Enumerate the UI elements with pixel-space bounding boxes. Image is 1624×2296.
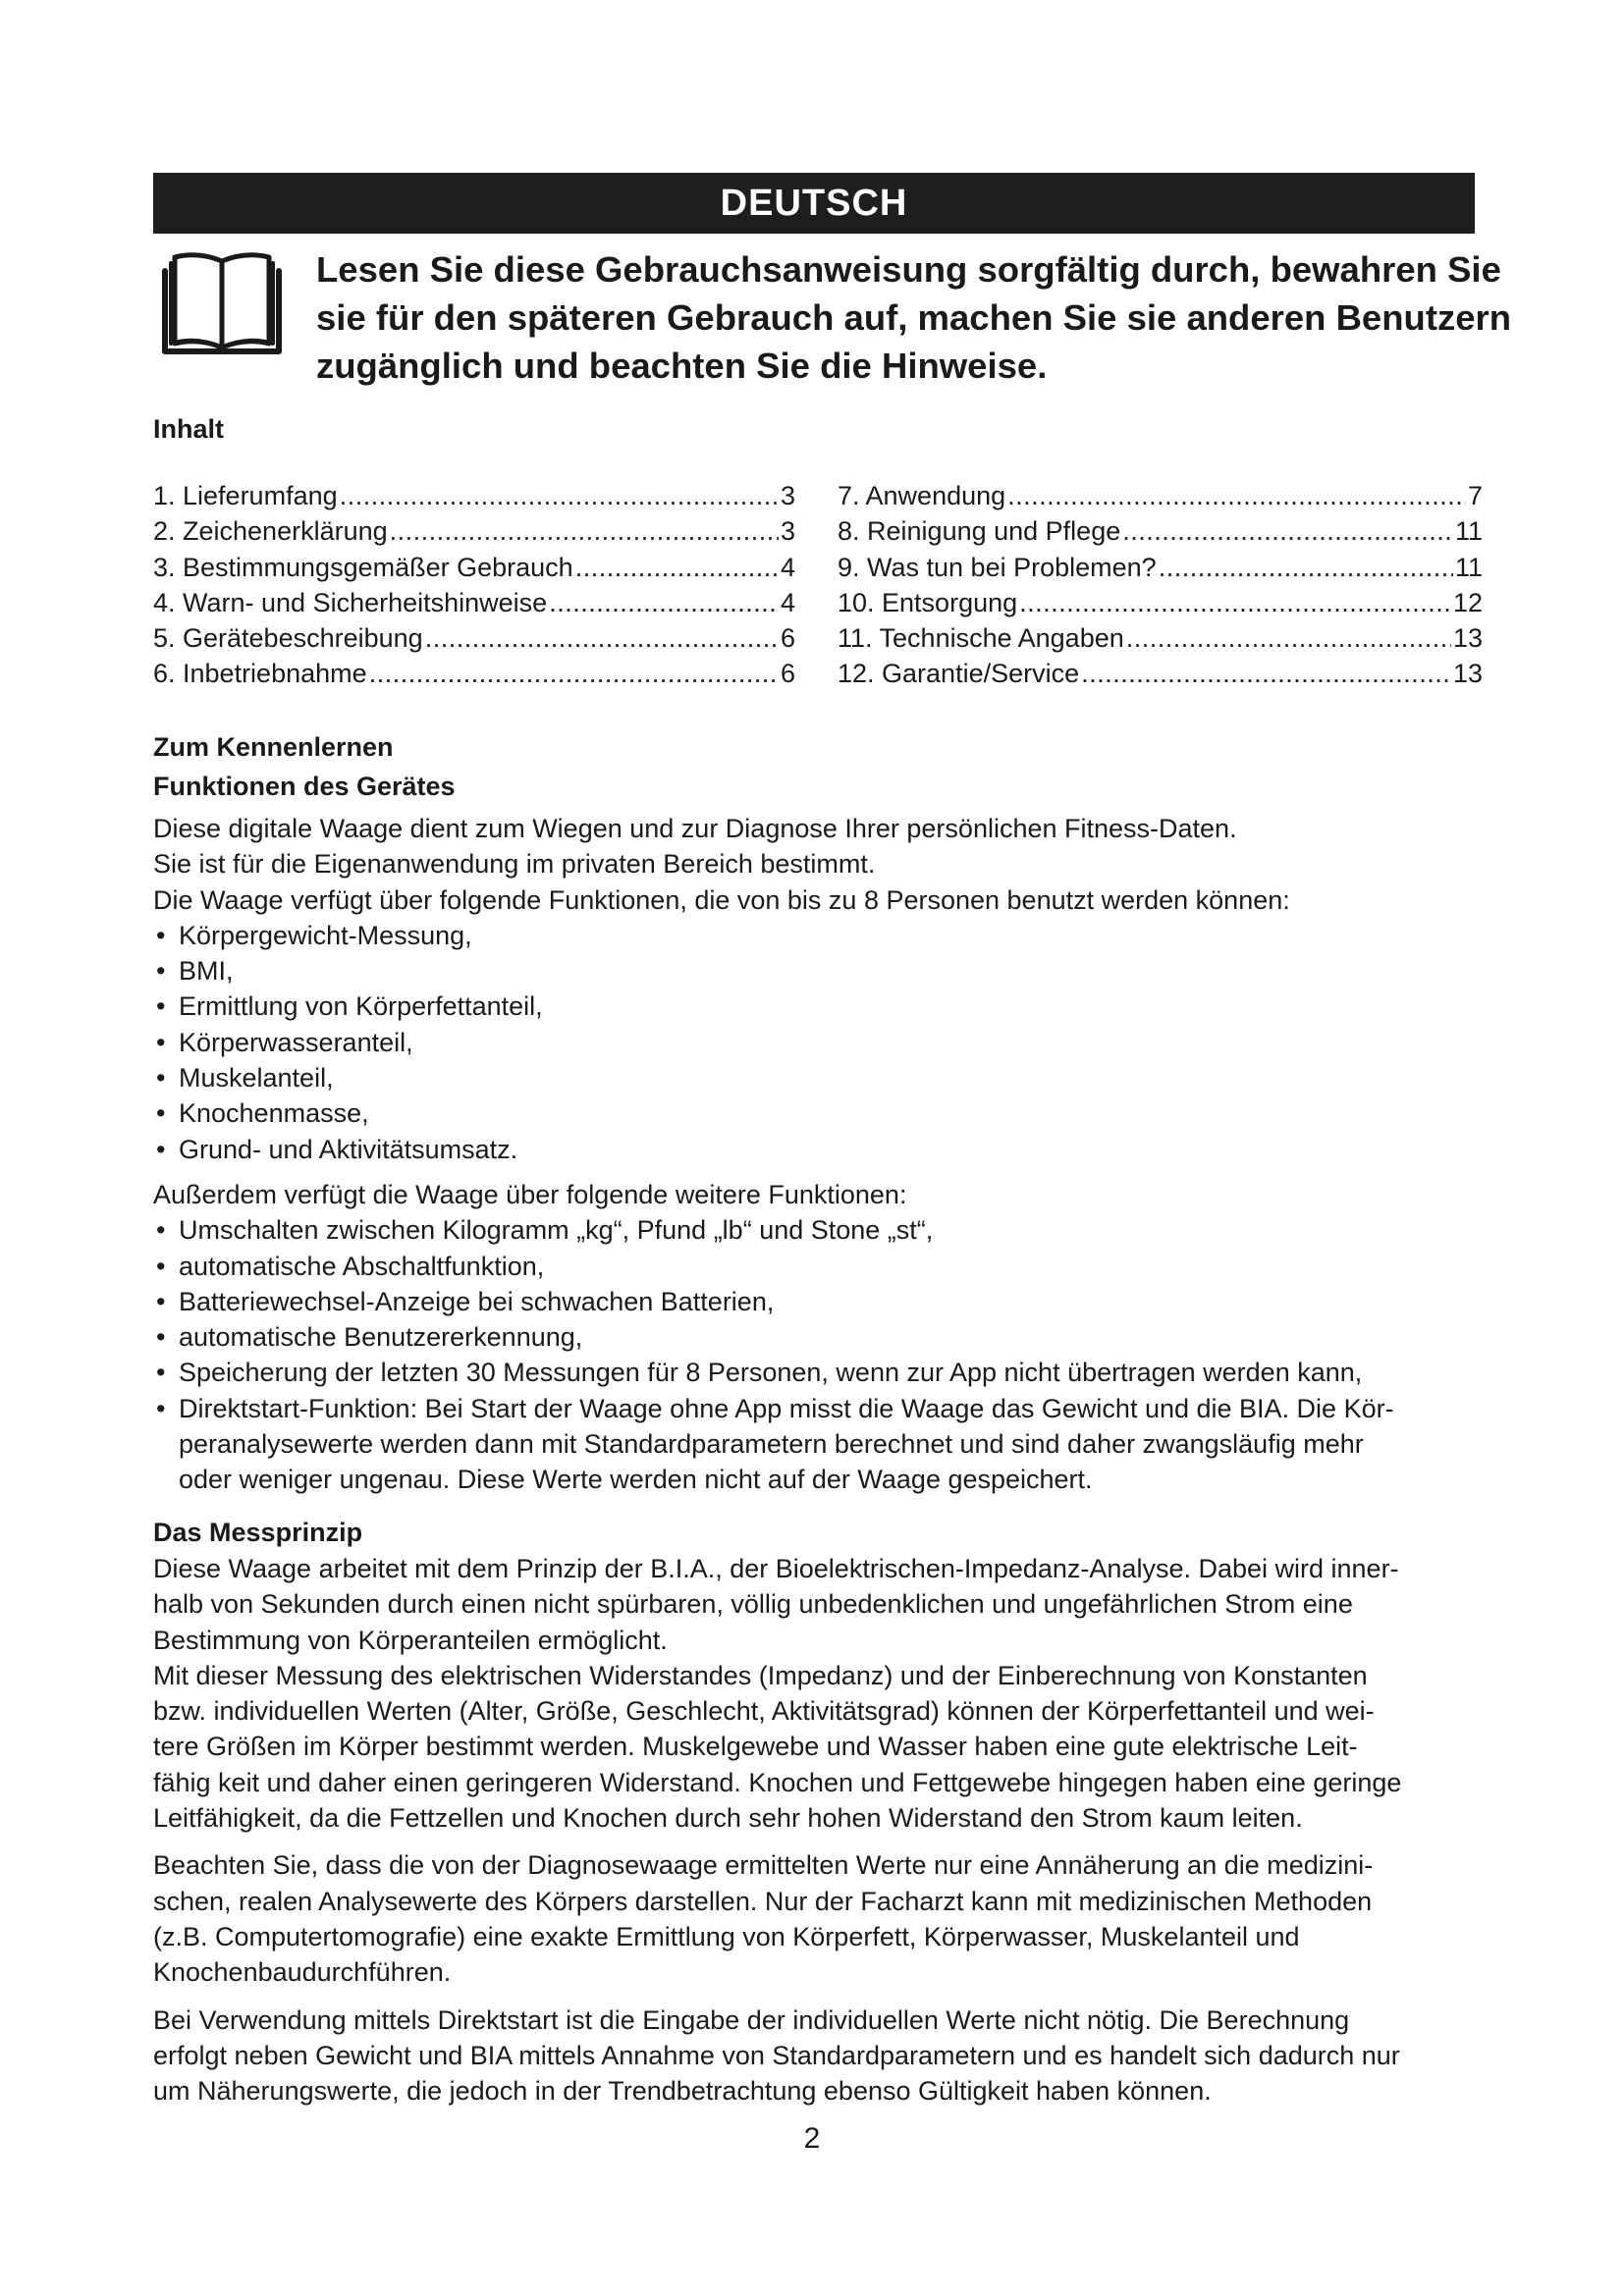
paragraph-line: Diese digitale Waage dient zum Wiegen und zur Diagnose Ihrer persönlichen Fitness-Daten.: [153, 814, 1237, 843]
section-heading-kennenlernen: Zum Kennenlernen: [153, 732, 394, 762]
functions-section: [153, 811, 1485, 1498]
toc-entry[interactable]: 7. Anwendung ..... 7: [838, 478, 1483, 513]
intro-line: sie für den späteren Gebrauch auf, machen Sie sie anderen Benutzern: [316, 297, 1512, 338]
paragraph-line: Die Waage verfügt über folgende Funktionen, die von bis zu 8 Personen benutzt werden können:: [153, 884, 1290, 915]
messprinzip-section: [153, 1551, 1485, 2109]
toc-entry[interactable]: 5. Gerätebeschreibung ..... 6: [153, 620, 795, 656]
paragraph: [153, 1847, 1485, 1990]
toc-entry[interactable]: 9. Was tun bei Problemen? ..... 11: [838, 550, 1483, 585]
intro-line: zugänglich und beachten Sie die Hinweise.: [316, 346, 1048, 386]
toc-left-column: [153, 478, 795, 692]
toc-heading: Inhalt: [153, 414, 224, 444]
list-item: • Batteriewechsel-Anzeige bei schwachen Batterien,: [153, 1284, 1485, 1319]
toc-entry[interactable]: 10. Entsorgung ..... 12: [838, 585, 1483, 620]
paragraph-line: Leitfähigkeit, da die Fettzellen und Knochen durch sehr hohen Widerstand den Strom kaum leiten.: [153, 1803, 1303, 1834]
list-item: • Ermittlung von Körperfettanteil,: [153, 988, 1485, 1024]
toc-entry[interactable]: 3. Bestimmungsgemäßer Gebrauch ..... 4: [153, 550, 795, 585]
intro-line: Lesen Sie diese Gebrauchsanweisung sorgfältig durch, bewahren Sie: [316, 249, 1501, 290]
section-heading-messprinzip: Das Messprinzip: [153, 1518, 363, 1547]
list-item: • automatische Benutzererkennung,: [153, 1319, 1485, 1355]
toc-entry[interactable]: 1. Lieferumfang ..... 3: [153, 478, 795, 513]
book-icon: [155, 249, 289, 359]
list-item: • Körpergewicht-Messung,: [153, 918, 1485, 953]
intro-notice: [316, 245, 1512, 390]
toc-entry[interactable]: 4. Warn- und Sicherheitshinweise ..... 4: [153, 585, 795, 620]
paragraph-line: Außerdem verfügt die Waage über folgende weitere Funktionen:: [153, 1179, 907, 1209]
list-item-direktstart: • Direktstart-Funktion: Bei Start der Waage ohne App misst die Waage das Gewicht und die BIA. Die Kör- peranalysewerte werden dann mit Standardparametern berechnet und sind daher zwangsläufig mehr oder weniger ungenau. Diese Werte werden nicht auf der Waage gespeichert.: [153, 1391, 1485, 1498]
toc-entry[interactable]: 12. Garantie/Service ..... 13: [838, 656, 1483, 691]
toc-entry[interactable]: 11. Technische Angaben ..... 13: [838, 620, 1483, 656]
paragraph-line: schen, realen Analysewerte des Körpers darstellen. Nur der Facharzt kann mit medizinischen Methoden: [153, 1886, 1373, 1916]
page-number: 2: [803, 2122, 821, 2155]
list-item: • Muskelanteil,: [153, 1060, 1485, 1095]
functions-list: [153, 918, 1485, 1167]
toc-entry[interactable]: 8. Reinigung und Pflege ..... 11: [838, 513, 1483, 549]
paragraph-line: tere Größen im Körper bestimmt werden. Muskelgewebe und Wasser haben eine gute elektrische Leit-: [153, 1732, 1358, 1762]
paragraph-line: erfolgt neben Gewicht und BIA mittels Annahme von Standardparametern und es handelt sich dadurch nur: [153, 2040, 1400, 2070]
paragraph-line: bzw. individuellen Werten (Alter, Größe, Geschlecht, Aktivitätsgrad) können der Körperfettanteil und wei-: [153, 1696, 1375, 1727]
toc-entry[interactable]: 6. Inbetriebnahme ..... 6: [153, 656, 795, 691]
paragraph-line: Sie ist für die Eigenanwendung im privaten Bereich bestimmt.: [153, 849, 876, 880]
further-functions-list: [153, 1212, 1485, 1497]
list-item: • Grund- und Aktivitätsumsatz.: [153, 1132, 1485, 1167]
list-item: • Körperwasseranteil,: [153, 1025, 1485, 1060]
paragraph-line: Beachten Sie, dass die von der Diagnosewaage ermittelten Werte nur eine Annäherung an die medizini-: [153, 1850, 1374, 1881]
paragraph-line: Diese Waage arbeitet mit dem Prinzip der B.I.A., der Bioelektrischen-Impedanz-Analyse. Dabei wird inner-: [153, 1554, 1399, 1583]
list-item: • Umschalten zwischen Kilogramm „kg“, Pfund „lb“ und Stone „st“,: [153, 1212, 1485, 1248]
list-item: • BMI,: [153, 953, 1485, 988]
paragraph-line: halb von Sekunden durch einen nicht spürbaren, völlig unbedenklichen und ungefährlichen Strom eine: [153, 1589, 1353, 1620]
toc-entry[interactable]: 2. Zeichenerklärung ..... 3: [153, 513, 795, 549]
list-item: • automatische Abschaltfunktion,: [153, 1249, 1485, 1284]
paragraph-line: Mit dieser Messung des elektrischen Widerstandes (Impedanz) und der Einberechnung von Konstanten: [153, 1660, 1368, 1690]
paragraph-line: Bei Verwendung mittels Direktstart ist die Eingabe der individuellen Werte nicht nötig. Die Berechnung: [153, 2004, 1350, 2035]
paragraph-line: um Näherungswerte, die jedoch in der Trendbetrachtung ebenso Gültigkeit haben können.: [153, 2076, 1212, 2107]
paragraph-line: Bestimmung von Körperanteilen ermöglicht.: [153, 1625, 668, 1655]
paragraph-line: (z.B. Computertomografie) eine exakte Ermittlung von Körperfett, Körperwasser, Muskelanteil und: [153, 1921, 1300, 1951]
list-item: • Speicherung der letzten 30 Messungen für 8 Personen, wenn zur App nicht übertragen werden kann,: [153, 1355, 1485, 1390]
paragraph-line: Knochenbaudurchführen.: [153, 1957, 452, 1988]
paragraph: [153, 2002, 1485, 2109]
subheading-funktionen: Funktionen des Gerätes: [153, 772, 456, 801]
toc-right-column: [838, 478, 1483, 692]
language-banner: DEUTSCH: [153, 173, 1475, 234]
list-item: • Knochenmasse,: [153, 1095, 1485, 1131]
paragraph-line: fähig keit und daher einen geringeren Widerstand. Knochen und Fettgewebe hingegen haben eine geringe: [153, 1767, 1402, 1797]
